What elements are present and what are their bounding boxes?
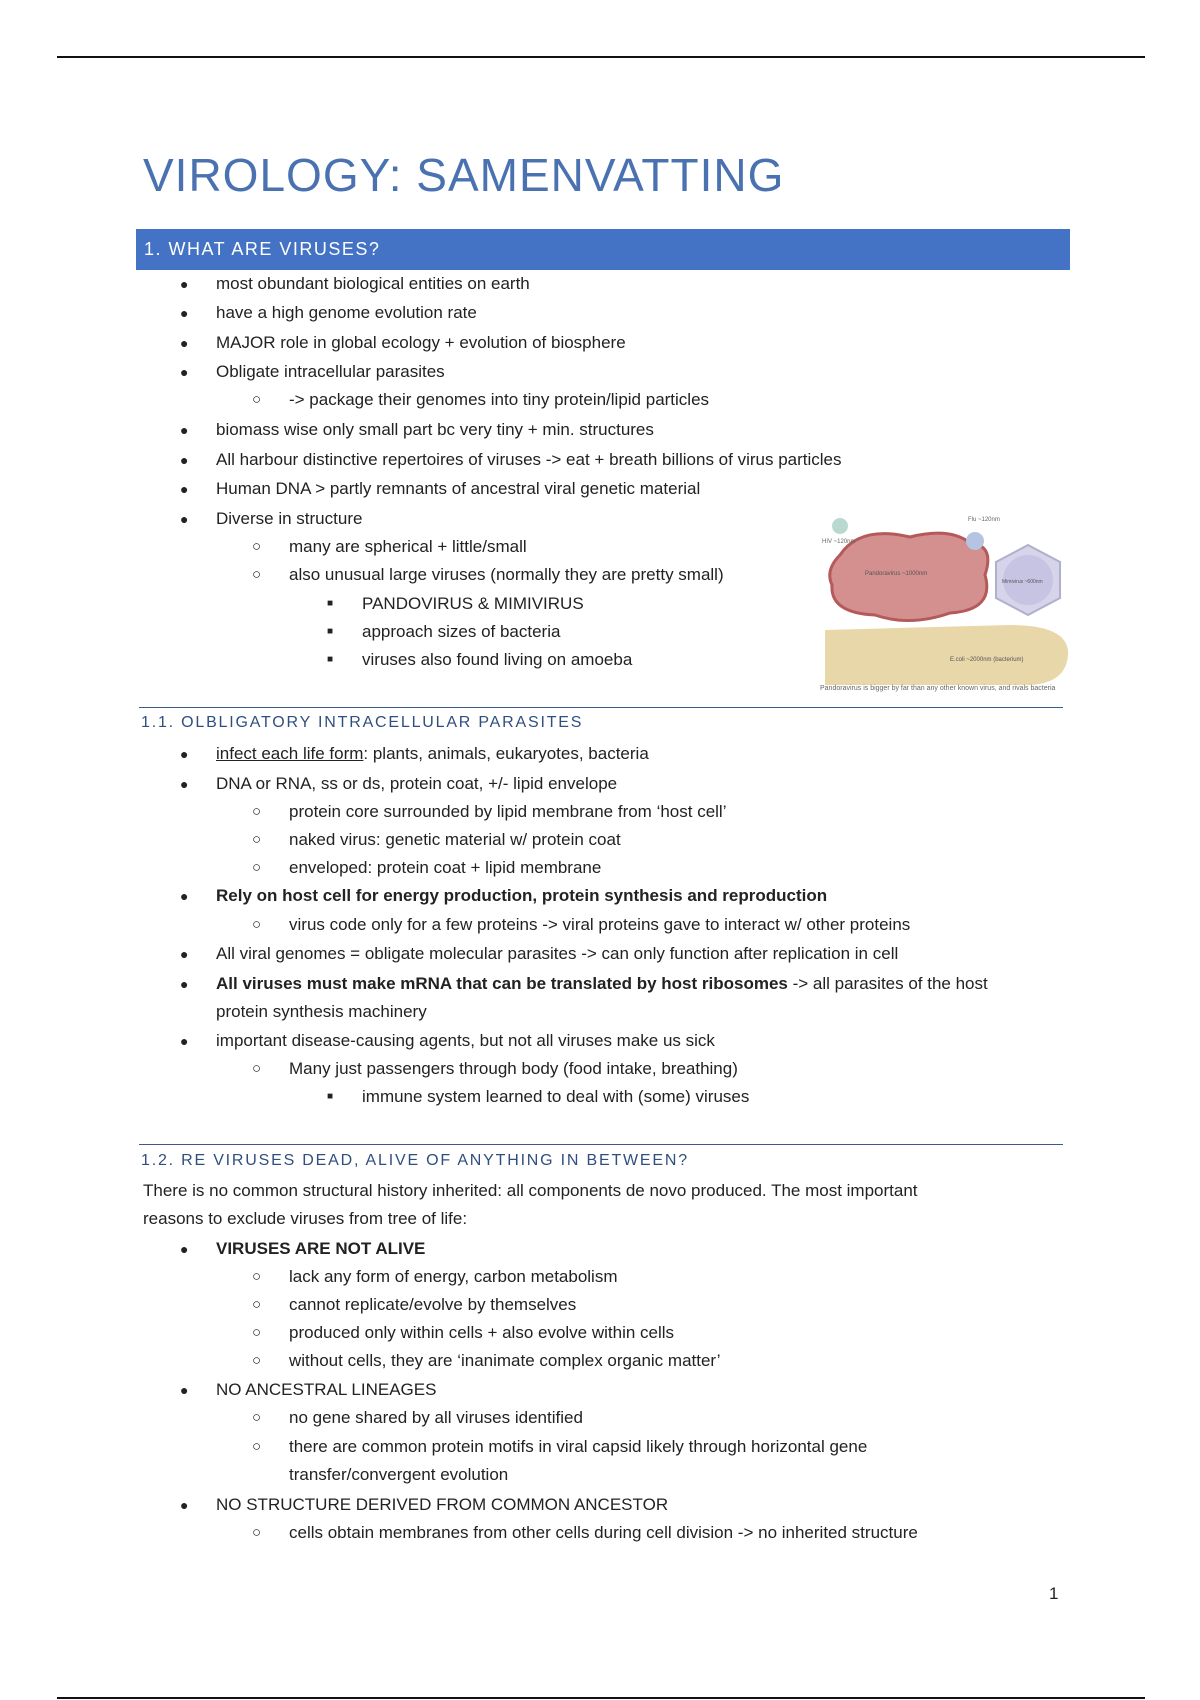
top-rule bbox=[57, 56, 1145, 58]
bullet-icon: ● bbox=[180, 946, 189, 962]
square-bullet-icon: ■ bbox=[327, 654, 334, 665]
circle-bullet-icon: ○ bbox=[252, 1324, 262, 1341]
circle-bullet-icon: ○ bbox=[252, 538, 262, 555]
list-item: VIRUSES ARE NOT ALIVE bbox=[216, 1239, 426, 1258]
list-item: All viral genomes = obligate molecular parasites -> can only function after replication in cell bbox=[216, 944, 899, 963]
circle-bullet-icon: ○ bbox=[252, 1268, 262, 1285]
list-item: NO ANCESTRAL LINEAGES bbox=[216, 1380, 437, 1399]
list-item: without cells, they are ‘inanimate complex organic matter’ bbox=[289, 1351, 721, 1370]
bullet-icon: ● bbox=[180, 511, 189, 527]
circle-bullet-icon: ○ bbox=[252, 916, 262, 933]
virus-size-figure bbox=[820, 515, 1070, 695]
mimivirus-label: Mimivirus ~600nm bbox=[1002, 579, 1043, 585]
circle-bullet-icon: ○ bbox=[252, 1438, 262, 1455]
circle-bullet-icon: ○ bbox=[252, 1524, 262, 1541]
list-item bbox=[216, 972, 988, 996]
section-rule bbox=[139, 1144, 1063, 1145]
bullet-icon: ● bbox=[180, 452, 189, 468]
list-item: protein core surrounded by lipid membrane from ‘host cell’ bbox=[289, 802, 727, 821]
bullet-icon: ● bbox=[180, 746, 189, 762]
list-item-text: : plants, animals, eukaryotes, bacteria bbox=[363, 744, 649, 763]
circle-bullet-icon: ○ bbox=[252, 1060, 262, 1077]
flu-label: Flu ~120nm bbox=[968, 517, 1000, 523]
circle-bullet-icon: ○ bbox=[252, 391, 262, 408]
list-item: virus code only for a few proteins -> viral proteins gave to interact w/ other proteins bbox=[289, 915, 911, 934]
list-item: have a high genome evolution rate bbox=[216, 303, 477, 322]
list-item: Human DNA > partly remnants of ancestral viral genetic material bbox=[216, 479, 701, 498]
list-item: cannot replicate/evolve by themselves bbox=[289, 1295, 577, 1314]
bullet-icon: ● bbox=[180, 335, 189, 351]
underlined-text: infect each life form bbox=[216, 744, 364, 763]
hiv-label: HIV ~120nm bbox=[822, 539, 856, 545]
list-item: viruses also found living on amoeba bbox=[362, 650, 633, 669]
list-item-continuation: protein synthesis machinery bbox=[216, 1002, 427, 1021]
list-item: Rely on host cell for energy production, protein synthesis and reproduction bbox=[216, 886, 828, 905]
list-item: approach sizes of bacteria bbox=[362, 622, 561, 641]
list-item-text: -> all parasites of the host bbox=[787, 974, 988, 993]
figure-caption: Pandoravirus is bigger by far than any other known virus, and rivals bacteria bbox=[820, 685, 1056, 692]
list-item: enveloped: protein coat + lipid membrane bbox=[289, 858, 602, 877]
square-bullet-icon: ■ bbox=[327, 626, 334, 637]
bullet-icon: ● bbox=[180, 481, 189, 497]
list-item: no gene shared by all viruses identified bbox=[289, 1408, 583, 1427]
ecoli-label: E.coli ~2000nm (bacterium) bbox=[950, 657, 1024, 663]
ecoli-shape bbox=[825, 625, 1068, 685]
pandoravirus-label: Pandoravirus ~1000nm bbox=[865, 571, 928, 577]
list-item-continuation: transfer/convergent evolution bbox=[289, 1465, 509, 1484]
list-item: naked virus: genetic material w/ protein coat bbox=[289, 830, 621, 849]
list-item: Diverse in structure bbox=[216, 509, 363, 528]
circle-bullet-icon: ○ bbox=[252, 566, 262, 583]
square-bullet-icon: ■ bbox=[327, 1091, 334, 1102]
bold-text: All viruses must make mRNA that can be translated by host ribosomes bbox=[216, 974, 788, 993]
circle-bullet-icon: ○ bbox=[252, 1296, 262, 1313]
flu-shape bbox=[966, 532, 984, 550]
hiv-shape bbox=[832, 518, 848, 534]
list-item: lack any form of energy, carbon metabolism bbox=[289, 1267, 618, 1286]
list-item: -> package their genomes into tiny protein/lipid particles bbox=[289, 390, 710, 409]
bullet-icon: ● bbox=[180, 276, 189, 292]
list-item: MAJOR role in global ecology + evolution of biosphere bbox=[216, 333, 626, 352]
list-item: Obligate intracellular parasites bbox=[216, 362, 445, 381]
bullet-icon: ● bbox=[180, 976, 189, 992]
list-item bbox=[216, 742, 649, 766]
list-item: immune system learned to deal with (some) viruses bbox=[362, 1087, 750, 1106]
bullet-icon: ● bbox=[180, 1033, 189, 1049]
circle-bullet-icon: ○ bbox=[252, 1352, 262, 1369]
bottom-rule bbox=[57, 1697, 1145, 1699]
bullet-icon: ● bbox=[180, 305, 189, 321]
section-rule bbox=[139, 707, 1063, 708]
document-title: VIROLOGY: SAMENVATTING bbox=[143, 149, 785, 201]
circle-bullet-icon: ○ bbox=[252, 803, 262, 820]
list-item: Many just passengers through body (food intake, breathing) bbox=[289, 1059, 738, 1078]
paragraph-line: There is no common structural history inherited: all components de novo produced. The most important bbox=[143, 1181, 918, 1200]
bullet-icon: ● bbox=[180, 1497, 189, 1513]
bullet-icon: ● bbox=[180, 888, 189, 904]
list-item: most obundant biological entities on earth bbox=[216, 274, 530, 293]
circle-bullet-icon: ○ bbox=[252, 831, 262, 848]
list-item: biomass wise only small part bc very tiny + min. structures bbox=[216, 420, 654, 439]
list-item: important disease-causing agents, but not all viruses make us sick bbox=[216, 1031, 715, 1050]
list-item: produced only within cells + also evolve within cells bbox=[289, 1323, 675, 1342]
page-number: 1 bbox=[1049, 1584, 1059, 1603]
bullet-icon: ● bbox=[180, 364, 189, 380]
bullet-icon: ● bbox=[180, 422, 189, 438]
list-item: PANDOVIRUS & MIMIVIRUS bbox=[362, 594, 584, 613]
bullet-icon: ● bbox=[180, 1241, 189, 1257]
list-item: cells obtain membranes from other cells during cell division -> no inherited structure bbox=[289, 1523, 918, 1542]
paragraph-line: reasons to exclude viruses from tree of life: bbox=[143, 1209, 468, 1228]
list-item: also unusual large viruses (normally they are pretty small) bbox=[289, 565, 724, 584]
bullet-icon: ● bbox=[180, 776, 189, 792]
list-item: DNA or RNA, ss or ds, protein coat, +/- lipid envelope bbox=[216, 774, 618, 793]
circle-bullet-icon: ○ bbox=[252, 859, 262, 876]
list-item: NO STRUCTURE DERIVED FROM COMMON ANCESTOR bbox=[216, 1495, 669, 1514]
bullet-icon: ● bbox=[180, 1382, 189, 1398]
list-item: All harbour distinctive repertoires of viruses -> eat + breath billions of virus particles bbox=[216, 450, 842, 469]
section-1-heading: 1. WHAT ARE VIRUSES? bbox=[136, 229, 1070, 270]
list-item: there are common protein motifs in viral capsid likely through horizontal gene bbox=[289, 1437, 868, 1456]
square-bullet-icon: ■ bbox=[327, 598, 334, 609]
circle-bullet-icon: ○ bbox=[252, 1409, 262, 1426]
section-1-2-heading: 1.2. RE VIRUSES DEAD, ALIVE OF ANYTHING IN BETWEEN? bbox=[141, 1152, 689, 1169]
section-1-1-heading: 1.1. OLBLIGATORY INTRACELLULAR PARASITES bbox=[141, 714, 584, 731]
list-item: many are spherical + little/small bbox=[289, 537, 527, 556]
